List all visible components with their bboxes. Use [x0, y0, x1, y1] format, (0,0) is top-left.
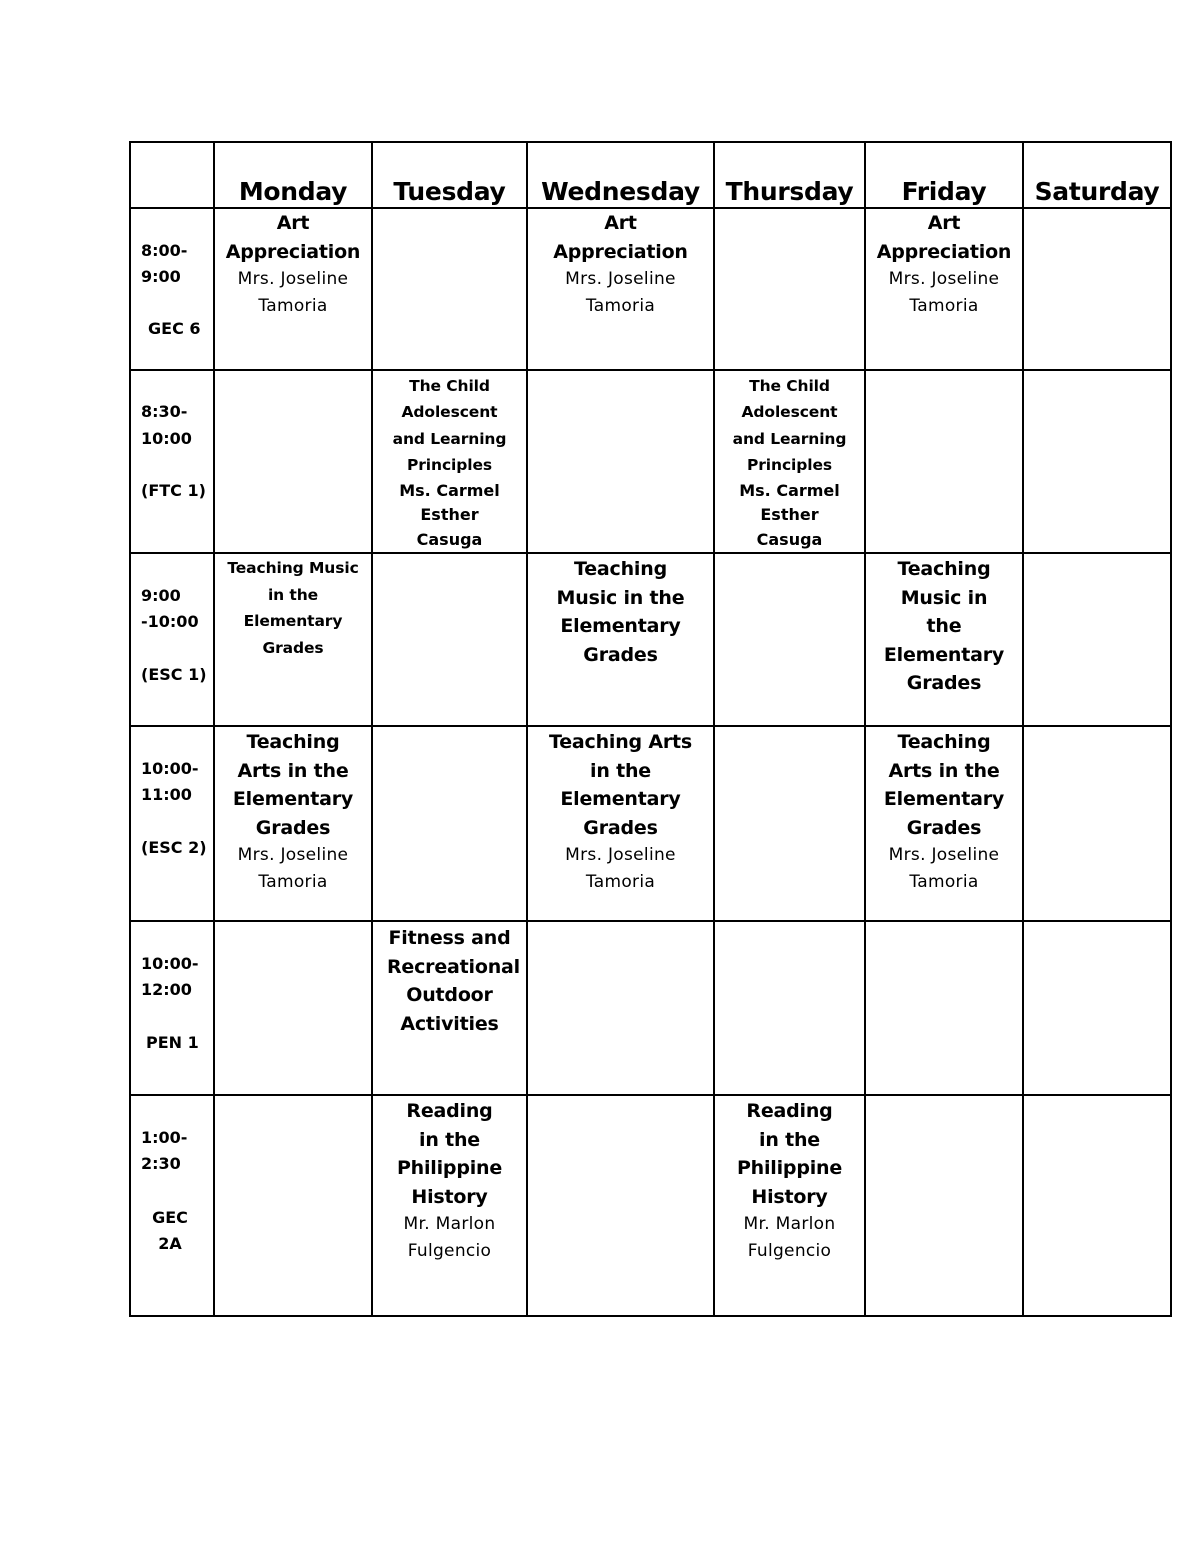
- schedule-row: [130, 726, 1171, 921]
- course-code: (ESC 1): [141, 664, 207, 684]
- instructor-name: Mrs. Joseline Tamoria: [888, 269, 1000, 316]
- schedule-cell-friday: [865, 370, 1023, 554]
- schedule-cell-friday: [865, 553, 1023, 726]
- schedule-cell-wednesday: [527, 553, 714, 726]
- course-code: PEN 1: [146, 1032, 199, 1052]
- course-code: (FTC 1): [141, 481, 206, 500]
- schedule-cell-monday: [214, 726, 372, 921]
- time-range: 8:00- 9:00: [141, 240, 188, 286]
- schedule-cell-monday: [214, 1095, 372, 1316]
- schedule-row: [130, 921, 1171, 1095]
- time-slot-cell: [130, 726, 214, 921]
- day-header-saturday: Saturday: [1023, 142, 1171, 208]
- schedule-cell-thursday: [714, 726, 865, 921]
- schedule-cell-friday: [865, 921, 1023, 1095]
- schedule-cell-tuesday: [372, 208, 527, 370]
- course-title: Teaching Music in the Elementary Grades: [883, 558, 1005, 694]
- schedule-cell-tuesday: [372, 1095, 527, 1316]
- schedule-cell-monday: [214, 921, 372, 1095]
- schedule-cell-monday: [214, 370, 372, 554]
- schedule-cell-saturday: [1023, 1095, 1171, 1316]
- schedule-cell-friday: [865, 208, 1023, 370]
- schedule-cell-friday: [865, 726, 1023, 921]
- schedule-row: [130, 553, 1171, 726]
- day-header-monday: Monday: [214, 142, 372, 208]
- schedule-cell-wednesday: [527, 208, 714, 370]
- course-title: The Child Adolescent and Learning Principles: [732, 376, 847, 474]
- class-schedule-table: [129, 141, 1172, 1317]
- schedule-cell-wednesday: [527, 726, 714, 921]
- time-slot-cell: [130, 1095, 214, 1316]
- course-title: Art Appreciation: [553, 212, 688, 263]
- schedule-cell-wednesday: [527, 1095, 714, 1316]
- schedule-row: [130, 370, 1171, 554]
- schedule-cell-thursday: [714, 1095, 865, 1316]
- schedule-cell-saturday: [1023, 726, 1171, 921]
- schedule-row: [130, 208, 1171, 370]
- course-title: Art Appreciation: [876, 212, 1012, 263]
- course-title: Teaching Arts in the Elementary Grades: [548, 731, 693, 839]
- course-code: GEC 6: [148, 318, 201, 338]
- day-header-tuesday: Tuesday: [372, 142, 527, 208]
- schedule-cell-saturday: [1023, 208, 1171, 370]
- schedule-cell-thursday: [714, 208, 865, 370]
- schedule-cell-saturday: [1023, 553, 1171, 726]
- schedule-cell-wednesday: [527, 370, 714, 554]
- time-range: 10:00- 11:00: [141, 758, 199, 804]
- instructor-name: Mrs. Joseline Tamoria: [888, 845, 1000, 892]
- course-title: Reading in the Philippine History: [396, 1100, 503, 1208]
- day-header-thursday: Thursday: [714, 142, 865, 208]
- time-slot-cell: [130, 370, 214, 554]
- instructor-name: Mrs. Joseline Tamoria: [565, 845, 676, 892]
- time-range: 10:00- 12:00: [141, 953, 199, 999]
- schedule-cell-tuesday: [372, 553, 527, 726]
- instructor-name: Mrs. Joseline Tamoria: [237, 269, 349, 316]
- time-range: 9:00 -10:00: [141, 585, 199, 631]
- time-slot-cell: [130, 553, 214, 726]
- schedule-cell-thursday: [714, 370, 865, 554]
- course-title: Reading in the Philippine History: [736, 1100, 843, 1208]
- instructor-name: Ms. Carmel Esther Casuga: [739, 480, 840, 549]
- schedule-cell-friday: [865, 1095, 1023, 1316]
- time-range: 1:00- 2:30: [141, 1127, 188, 1173]
- course-title: Fitness and Recreational Outdoor Activities: [387, 927, 520, 1035]
- course-title: Teaching Music in the Elementary Grades: [556, 558, 685, 666]
- instructor-name: Mr. Marlon Fulgencio: [743, 1214, 836, 1261]
- course-code: (ESC 2): [141, 837, 207, 857]
- schedule-cell-thursday: [714, 553, 865, 726]
- schedule-cell-tuesday: [372, 921, 527, 1095]
- schedule-cell-saturday: [1023, 921, 1171, 1095]
- course-code: GEC 2A: [152, 1207, 188, 1253]
- instructor-name: Mrs. Joseline Tamoria: [237, 845, 349, 892]
- time-slot-cell: [130, 208, 214, 370]
- schedule-cell-monday: [214, 208, 372, 370]
- course-title: Art Appreciation: [225, 212, 361, 263]
- schedule-cell-tuesday: [372, 370, 527, 554]
- schedule-cell-monday: [214, 553, 372, 726]
- course-title: Teaching Music in the Elementary Grades: [227, 559, 359, 657]
- instructor-name: Mrs. Joseline Tamoria: [565, 269, 676, 316]
- course-title: The Child Adolescent and Learning Principles: [392, 376, 507, 474]
- instructor-name: Mr. Marlon Fulgencio: [403, 1214, 496, 1261]
- course-title: Teaching Arts in the Elementary Grades: [232, 731, 354, 839]
- schedule-cell-wednesday: [527, 921, 714, 1095]
- course-title: Teaching Arts in the Elementary Grades: [883, 731, 1005, 839]
- header-corner: [130, 142, 214, 208]
- schedule-cell-thursday: [714, 921, 865, 1095]
- time-range: 8:30- 10:00: [141, 402, 192, 448]
- day-header-friday: Friday: [865, 142, 1023, 208]
- day-header-wednesday: Wednesday: [527, 142, 714, 208]
- schedule-cell-saturday: [1023, 370, 1171, 554]
- schedule-row: [130, 1095, 1171, 1316]
- time-slot-cell: [130, 921, 214, 1095]
- schedule-cell-tuesday: [372, 726, 527, 921]
- instructor-name: Ms. Carmel Esther Casuga: [399, 480, 500, 549]
- header-row: [130, 142, 1171, 208]
